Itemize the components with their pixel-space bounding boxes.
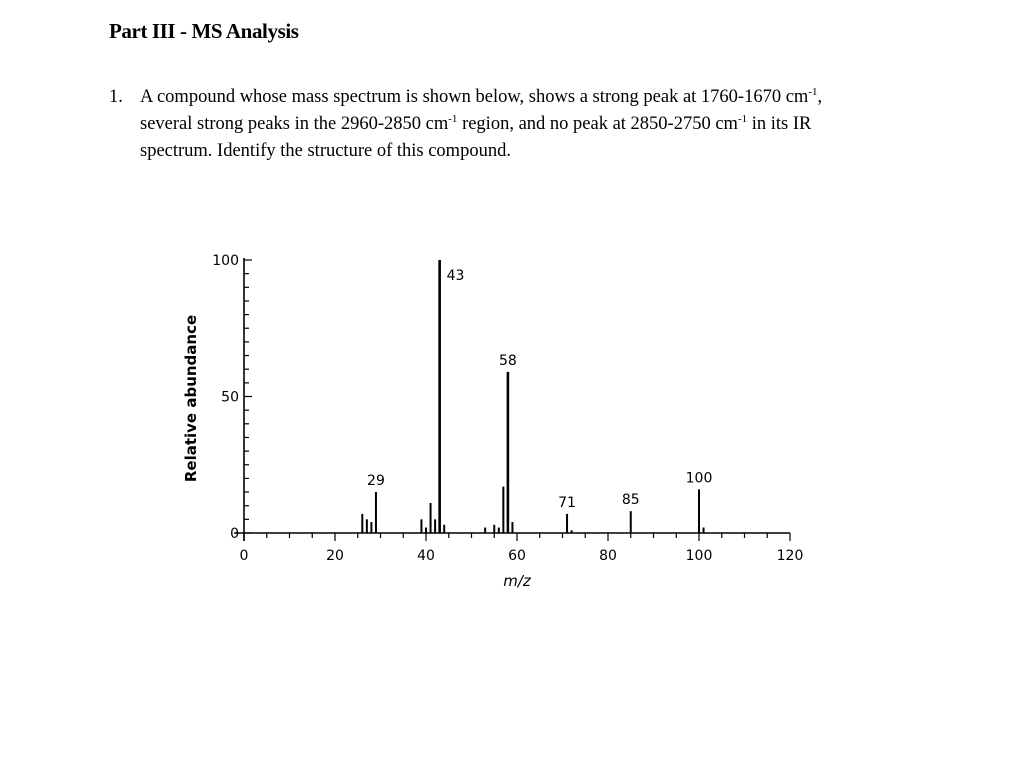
superscript: -1: [448, 113, 458, 125]
question-line-2: [140, 111, 929, 138]
peak-label: 58: [498, 352, 517, 369]
question-line-2-tail: in its IR: [747, 114, 812, 134]
y-tick-label: 100: [212, 253, 239, 269]
x-tick-label: 40: [417, 548, 435, 564]
question-number: 1.: [109, 87, 123, 107]
page-title: Part III - MS Analysis: [109, 19, 299, 43]
mass-spectrum-chart: [170, 240, 820, 600]
x-tick-label: 60: [508, 548, 526, 564]
superscript: -1: [737, 113, 748, 125]
peak-label: 43: [446, 268, 465, 284]
y-tick-label: 0: [230, 526, 239, 542]
x-axis-title: m/z: [503, 572, 531, 590]
question-line-2-text: several strong peaks in the 2960-2850 cm: [140, 114, 449, 134]
peak-label: 71: [558, 494, 576, 511]
x-tick-label: 120: [776, 548, 804, 564]
x-tick-label: 80: [599, 548, 617, 564]
mass-spectrum-svg: [170, 240, 820, 600]
x-tick-label: 20: [326, 548, 344, 564]
question-line-3: spectrum. Identify the structure of this compound.: [140, 141, 511, 161]
y-axis-title: Relative abundance: [182, 314, 200, 483]
question-line-1-text: A compound whose mass spectrum is shown below, shows a strong peak at 1760-1670 cm: [140, 87, 809, 107]
peak-label: 85: [621, 492, 640, 509]
question-1: [109, 84, 929, 165]
question-line-1-tail: ,: [817, 87, 823, 107]
question-line-2-mid: region, and no peak at 2850-2750 cm: [457, 114, 738, 134]
peak-label: 29: [367, 473, 385, 490]
x-tick-label: 100: [685, 548, 713, 564]
superscript: -1: [808, 86, 818, 98]
y-tick-label: 50: [221, 389, 239, 406]
question-text: [140, 84, 929, 165]
x-tick-label: 0: [239, 548, 249, 564]
question-line-1: [140, 84, 929, 111]
peak-label: 100: [685, 470, 713, 487]
